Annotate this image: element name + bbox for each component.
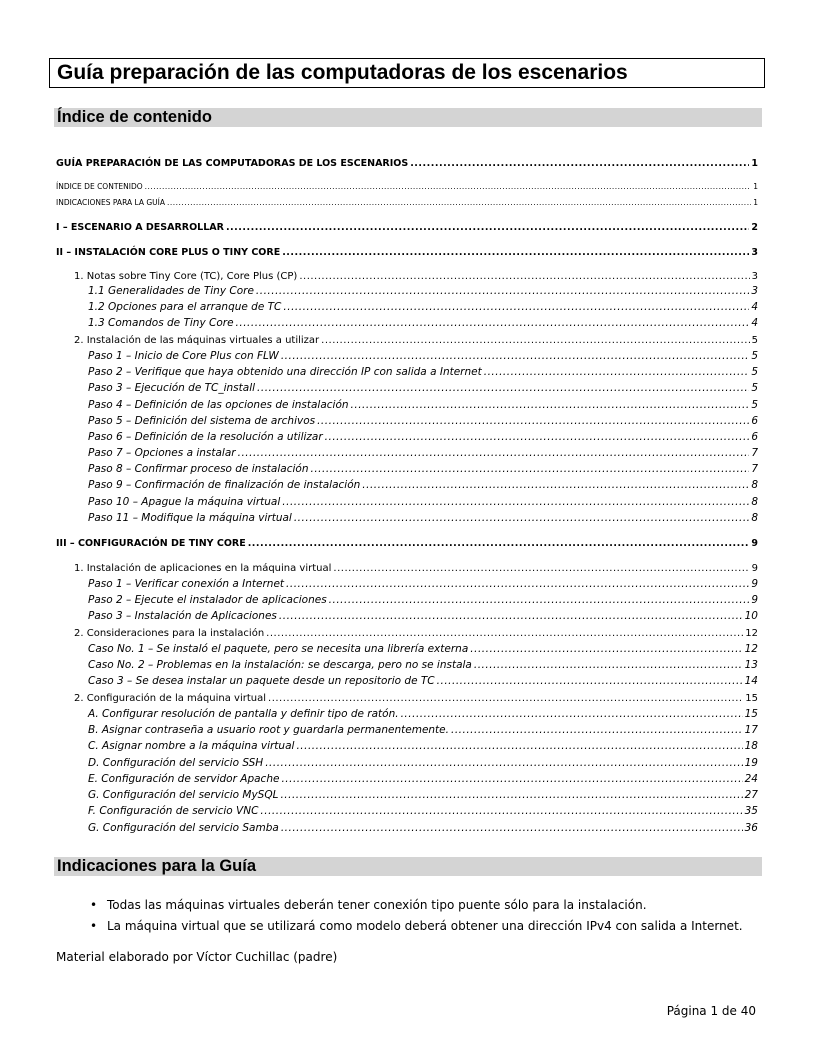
toc-entry-page: 8 xyxy=(751,512,758,524)
toc-entry[interactable] xyxy=(56,180,758,193)
toc-entry[interactable] xyxy=(88,789,758,802)
toc-entry[interactable] xyxy=(88,285,758,298)
toc-entry-page: 8 xyxy=(751,496,758,508)
toc-entry-label: Paso 2 – Ejecute el instalador de aplicaciones xyxy=(88,594,327,606)
toc-leader-dots xyxy=(351,399,750,412)
toc-entry-label: I – ESCENARIO A DESARROLLAR xyxy=(56,222,224,233)
toc-entry-page: 24 xyxy=(744,773,758,785)
toc-leader-dots xyxy=(484,366,750,379)
toc-leader-dots xyxy=(470,643,742,656)
toc-leader-dots xyxy=(474,659,743,672)
toc-entry-page: 19 xyxy=(744,757,758,769)
toc-entry-label: F. Configuración de servicio VNC xyxy=(88,805,259,817)
toc-entry-label: Caso No. 2 – Problemas en la instalación: se descarga, pero no se instala xyxy=(88,659,472,671)
toc-entry-page: 12 xyxy=(744,643,758,655)
toc-entry-page: 5 xyxy=(751,366,758,378)
toc-entry[interactable] xyxy=(88,822,758,835)
toc-leader-dots xyxy=(257,382,749,395)
toc-entry[interactable] xyxy=(88,740,758,753)
toc-entry-page: 13 xyxy=(744,659,758,671)
author-note: Material elaborado por Víctor Cuchillac (padre) xyxy=(56,950,338,964)
toc-entry-page: 2 xyxy=(751,222,758,233)
toc-leader-dots xyxy=(299,270,749,283)
toc-entry[interactable] xyxy=(56,221,758,234)
toc-entry-page: 7 xyxy=(751,447,758,459)
toc-entry[interactable] xyxy=(88,399,758,412)
toc-entry[interactable] xyxy=(88,610,758,623)
toc-entry-label: G. Configuración del servicio Samba xyxy=(88,822,279,834)
toc-leader-dots xyxy=(281,773,742,786)
toc-entry-page: 1 xyxy=(753,182,758,191)
section-heading-index: Índice de contenido xyxy=(54,108,762,127)
toc-entry-page: 3 xyxy=(751,285,758,297)
toc-entry[interactable] xyxy=(88,659,758,672)
toc-leader-dots xyxy=(333,562,749,575)
toc-entry-label: E. Configuración de servidor Apache xyxy=(88,773,280,785)
toc-entry-label: Paso 11 – Modifique la máquina virtual xyxy=(88,512,292,524)
toc-entry-label: 1. Instalación de aplicaciones en la máquina virtual xyxy=(74,563,332,574)
toc-entry-page: 10 xyxy=(744,610,758,622)
toc-entry-page: 5 xyxy=(751,399,758,411)
toc-entry-label: 2. Consideraciones para la instalación xyxy=(74,628,265,639)
toc-entry[interactable] xyxy=(88,350,758,363)
toc-leader-dots xyxy=(321,334,749,347)
toc-entry[interactable] xyxy=(88,317,758,330)
toc-entry-page: 5 xyxy=(751,335,758,346)
toc-leader-dots xyxy=(238,447,750,460)
toc-entry-label: III – CONFIGURACIÓN DE TINY CORE xyxy=(56,538,246,549)
toc-entry-page: 8 xyxy=(751,479,758,491)
toc-entry-page: 36 xyxy=(744,822,758,834)
toc-entry[interactable] xyxy=(74,692,758,705)
toc-entry[interactable] xyxy=(88,578,758,591)
toc-entry-label: B. Asignar contraseña a usuario root y guardarla permanentemente. xyxy=(88,724,449,736)
toc-entry-page: 18 xyxy=(744,740,758,752)
document-title: Guía preparación de las computadoras de los escenarios xyxy=(49,58,765,88)
toc-entry[interactable] xyxy=(88,757,758,770)
toc-entry-label: D. Configuración del servicio SSH xyxy=(88,757,264,769)
toc-entry[interactable] xyxy=(74,270,758,283)
toc-leader-dots xyxy=(282,496,749,509)
toc-entry-page: 17 xyxy=(744,724,758,736)
toc-leader-dots xyxy=(265,757,742,770)
toc-entry[interactable] xyxy=(74,334,758,347)
toc-entry-page: 7 xyxy=(751,463,758,475)
toc-entry-label: Paso 5 – Definición del sistema de archivos xyxy=(88,415,316,427)
toc-entry[interactable] xyxy=(88,463,758,476)
toc-leader-dots xyxy=(437,675,743,688)
toc-entry[interactable] xyxy=(88,415,758,428)
toc-entry-page: 15 xyxy=(745,693,758,704)
toc-entry[interactable] xyxy=(88,708,758,721)
toc-entry-label: Paso 3 – Instalación de Aplicaciones xyxy=(88,610,277,622)
toc-entry[interactable] xyxy=(56,196,758,209)
toc-entry-page: 27 xyxy=(744,789,758,801)
toc-leader-dots xyxy=(325,431,750,444)
toc-entry-page: 6 xyxy=(751,415,758,427)
toc-entry[interactable] xyxy=(74,627,758,640)
toc-entry[interactable] xyxy=(88,431,758,444)
toc-entry-label: Paso 8 – Confirmar proceso de instalación xyxy=(88,463,309,475)
toc-entry-label: 1.2 Opciones para el arranque de TC xyxy=(88,301,282,313)
toc-entry-page: 6 xyxy=(751,431,758,443)
toc-entry-label: ÍNDICE DE CONTENIDO xyxy=(56,182,143,191)
toc-entry[interactable] xyxy=(88,382,758,395)
toc-entry-label: Paso 6 – Definición de la resolución a utilizar xyxy=(88,431,323,443)
toc-entry-label: Paso 9 – Confirmación de finalización de instalación xyxy=(88,479,361,491)
toc-entry[interactable] xyxy=(56,537,758,550)
toc-entry[interactable] xyxy=(88,724,758,737)
toc-entry-label: Caso 3 – Se desea instalar un paquete desde un repositorio de TC xyxy=(88,675,435,687)
toc-leader-dots xyxy=(296,740,742,753)
toc-leader-dots xyxy=(410,157,749,170)
toc-entry-page: 15 xyxy=(744,708,758,720)
toc-entry-page: 14 xyxy=(744,675,758,687)
toc-entry-label: Paso 1 – Inicio de Core Plus con FLW xyxy=(88,350,279,362)
toc-entry[interactable] xyxy=(88,301,758,314)
toc-entry-page: 4 xyxy=(751,317,758,329)
toc-entry-page: 9 xyxy=(751,594,758,606)
toc-entry-page: 1 xyxy=(751,158,758,169)
toc-leader-dots xyxy=(236,317,750,330)
toc-entry-page: 4 xyxy=(751,301,758,313)
toc-entry-label: GUÍA PREPARACIÓN DE LAS COMPUTADORAS DE LOS ESCENARIOS xyxy=(56,158,409,169)
toc-leader-dots xyxy=(294,512,749,525)
toc-entry-page: 1 xyxy=(753,198,758,207)
toc-entry[interactable] xyxy=(88,447,758,460)
toc-entry-label: Paso 10 – Apague la máquina virtual xyxy=(88,496,281,508)
toc-leader-dots xyxy=(279,610,743,623)
toc-leader-dots xyxy=(167,196,751,209)
toc-leader-dots xyxy=(286,578,749,591)
toc-entry-label: INDICACIONES PARA LA GUÍA xyxy=(56,198,165,207)
toc-leader-dots xyxy=(248,537,750,550)
guide-bullet-list xyxy=(90,895,743,937)
toc-entry[interactable] xyxy=(56,157,758,170)
toc-entry-label: Paso 3 – Ejecución de TC_install xyxy=(88,382,256,394)
toc-entry[interactable] xyxy=(88,805,758,818)
toc-entry-page: 3 xyxy=(751,247,758,258)
toc-leader-dots xyxy=(266,627,743,640)
toc-entry-label: Paso 7 – Opciones a instalar xyxy=(88,447,236,459)
toc-entry[interactable] xyxy=(88,512,758,525)
toc-entry-label: A. Configurar resolución de pantalla y definir tipo de ratón. xyxy=(88,708,399,720)
toc-entry-page: 9 xyxy=(751,538,758,549)
toc-entry-label: 1. Notas sobre Tiny Core (TC), Core Plus (CP) xyxy=(74,271,298,282)
toc-entry-page: 9 xyxy=(751,578,758,590)
toc-entry-label: 2. Configuración de la máquina virtual xyxy=(74,693,267,704)
toc-leader-dots xyxy=(226,221,749,234)
toc-leader-dots xyxy=(281,822,743,835)
toc-entry-label: Paso 2 – Verifique que haya obtenido una dirección IP con salida a Internet xyxy=(88,366,482,378)
toc-entry-page: 3 xyxy=(751,271,758,282)
toc-entry[interactable] xyxy=(74,562,758,575)
toc-entry-page: 5 xyxy=(751,350,758,362)
toc-entry-label: Paso 4 – Definición de las opciones de instalación xyxy=(88,399,349,411)
toc-entry[interactable] xyxy=(88,594,758,607)
toc-leader-dots xyxy=(401,708,743,721)
toc-entry-label: C. Asignar nombre a la máquina virtual xyxy=(88,740,295,752)
toc-leader-dots xyxy=(256,285,749,298)
toc-leader-dots xyxy=(283,301,749,314)
bullet-item: • La máquina virtual que se utilizará como modelo deberá obtener una dirección IPv4 con salida a Internet. xyxy=(90,916,743,937)
toc-entry-page: 9 xyxy=(751,563,758,574)
toc-entry-label: 1.1 Generalidades de Tiny Core xyxy=(88,285,254,297)
toc-entry[interactable] xyxy=(88,643,758,656)
toc-entry[interactable] xyxy=(88,366,758,379)
toc-entry[interactable] xyxy=(88,479,758,492)
toc-entry[interactable] xyxy=(88,496,758,509)
toc-entry-label: Caso No. 1 – Se instaló el paquete, pero se necesita una librería externa xyxy=(88,643,469,655)
section-heading-guide: Indicaciones para la Guía xyxy=(54,857,762,876)
toc-leader-dots xyxy=(145,180,752,193)
toc-leader-dots xyxy=(310,463,749,476)
toc-leader-dots xyxy=(329,594,750,607)
toc-entry-label: II – INSTALACIÓN CORE PLUS O TINY CORE xyxy=(56,247,281,258)
toc-leader-dots xyxy=(281,350,750,363)
toc-leader-dots xyxy=(268,692,743,705)
toc-entry[interactable] xyxy=(88,773,758,786)
toc-leader-dots xyxy=(280,789,742,802)
toc-leader-dots xyxy=(260,805,742,818)
toc-entry[interactable] xyxy=(56,246,758,259)
toc-entry-page: 35 xyxy=(744,805,758,817)
toc-entry-label: Paso 1 – Verificar conexión a Internet xyxy=(88,578,285,590)
toc-entry-label: 1.3 Comandos de Tiny Core xyxy=(88,317,234,329)
toc-leader-dots xyxy=(451,724,743,737)
bullet-item: • Todas las máquinas virtuales deberán tener conexión tipo puente sólo para la instalación. xyxy=(90,895,743,916)
toc-entry[interactable] xyxy=(88,675,758,688)
toc-entry-label: 2. Instalación de las máquinas virtuales a utilizar xyxy=(74,335,320,346)
toc-leader-dots xyxy=(362,479,749,492)
toc-entry-label: G. Configuración del servicio MySQL xyxy=(88,789,279,801)
toc-entry-page: 5 xyxy=(751,382,758,394)
toc-leader-dots xyxy=(282,246,749,259)
toc-entry-page: 12 xyxy=(745,628,758,639)
page-number-footer: Página 1 de 40 xyxy=(666,1004,756,1018)
toc-leader-dots xyxy=(317,415,749,428)
